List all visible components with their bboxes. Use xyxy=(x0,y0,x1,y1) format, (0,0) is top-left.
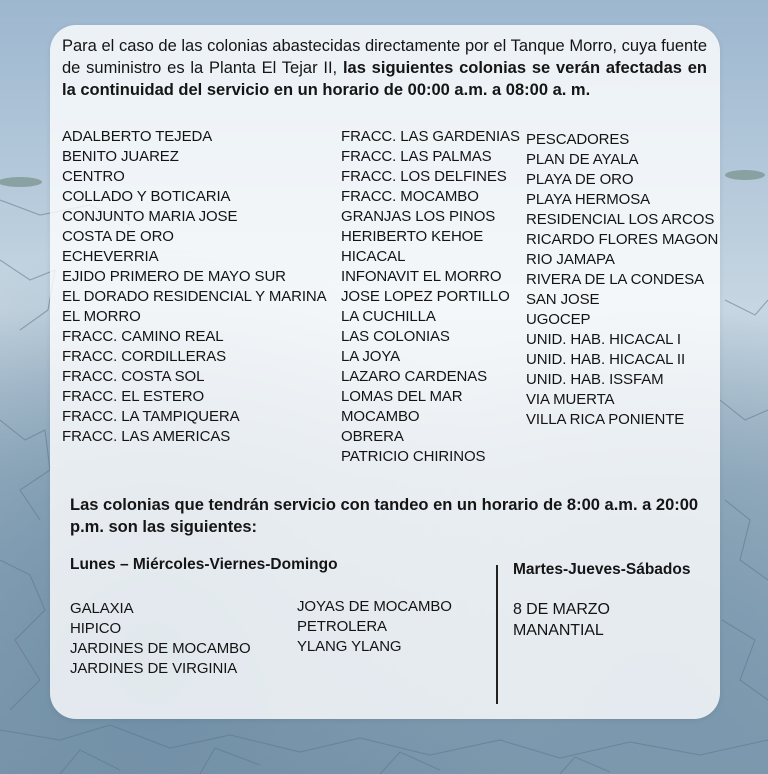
colony-item: ADALBERTO TEJEDA xyxy=(62,128,213,145)
colony-item: RICARDO FLORES MAGON xyxy=(526,231,719,248)
colony-item: RESIDENCIAL LOS ARCOS xyxy=(526,211,715,228)
affected-colonies-col3 xyxy=(526,130,718,430)
colony-item: FRACC. LAS GARDENIAS xyxy=(341,128,520,145)
colony-item: FRACC. LAS PALMAS xyxy=(341,148,492,165)
colony-item: CENTRO xyxy=(62,168,125,185)
colony-item: LA JOYA xyxy=(341,348,401,365)
colony-item: EJIDO PRIMERO DE MAYO SUR xyxy=(62,268,286,285)
group1-col1 xyxy=(70,599,251,679)
colony-item: EL MORRO xyxy=(62,308,141,325)
group2-col1 xyxy=(513,599,610,641)
colony-item: LOMAS DEL MAR xyxy=(341,388,463,405)
colony-item: COLLADO Y BOTICARIA xyxy=(62,188,231,205)
colony-item: LA CUCHILLA xyxy=(341,308,436,325)
intro-bold-text: las siguientes colonias se verán afectadas en la continuidad del servicio en un horario de 00:00 a.m. a 08:00 a. m. xyxy=(62,59,708,99)
colony-item: FRACC. LA TAMPIQUERA xyxy=(62,408,240,425)
colony-item: PATRICIO CHIRINOS xyxy=(341,448,486,465)
colony-item: VIA MUERTA xyxy=(526,391,615,408)
colony-item: JOSE LOPEZ PORTILLO xyxy=(341,288,510,305)
colony-item: HIPICO xyxy=(70,620,122,637)
colony-item: PESCADORES xyxy=(526,131,630,148)
colony-item: GRANJAS LOS PINOS xyxy=(341,208,496,225)
affected-colonies-col1 xyxy=(62,127,327,447)
colony-item: FRACC. MOCAMBO xyxy=(341,188,479,205)
group2-days-heading: Martes-Jueves-Sábados xyxy=(513,561,691,578)
colony-item: RIO JAMAPA xyxy=(526,251,615,268)
colony-item: OBRERA xyxy=(341,428,404,445)
colony-item: MOCAMBO xyxy=(341,408,420,425)
colony-item: PLAN DE AYALA xyxy=(526,151,639,168)
tandeo-heading: Las colonias que tendrán servicio con tandeo en un horario de 8:00 a.m. a 20:00 p.m. son las siguientes: xyxy=(70,496,699,536)
colony-item: HICACAL xyxy=(341,248,406,265)
colony-item: PETROLERA xyxy=(297,618,387,635)
colony-item: FRACC. CORDILLERAS xyxy=(62,348,227,365)
intro-paragraph xyxy=(62,35,707,101)
colony-item: UNID. HAB. HICACAL II xyxy=(526,351,686,368)
colony-item: PLAYA DE ORO xyxy=(526,171,634,188)
colony-item: FRACC. COSTA SOL xyxy=(62,368,205,385)
colony-item: EL DORADO RESIDENCIAL Y MARINA xyxy=(62,288,327,305)
colony-item: FRACC. EL ESTERO xyxy=(62,388,205,405)
colony-item: FRACC. LOS DELFINES xyxy=(341,168,507,185)
colony-item: 8 DE MARZO xyxy=(513,601,610,618)
group1-days-heading: Lunes – Miércoles-Viernes-Domingo xyxy=(70,556,338,573)
colony-item: HERIBERTO KEHOE xyxy=(341,228,484,245)
colony-item: YLANG YLANG xyxy=(297,638,402,655)
intro-text: Para el caso de las colonias abastecidas directamente por el Tanque Morro, cuya fuente de suministro es la Planta El Tejar II, xyxy=(62,37,707,77)
colony-item: ECHEVERRIA xyxy=(62,248,159,265)
group1-col2 xyxy=(297,597,452,657)
colony-item: UNID. HAB. ISSFAM xyxy=(526,371,664,388)
colony-item: JOYAS DE MOCAMBO xyxy=(297,598,452,615)
colony-item: FRACC. CAMINO REAL xyxy=(62,328,224,345)
colony-item: RIVERA DE LA CONDESA xyxy=(526,271,705,288)
colony-item: JARDINES DE VIRGINIA xyxy=(70,660,238,677)
affected-colonies-col2 xyxy=(341,127,520,467)
colony-item: COSTA DE ORO xyxy=(62,228,174,245)
colony-item: UNID. HAB. HICACAL I xyxy=(526,331,681,348)
colony-item: UGOCEP xyxy=(526,311,591,328)
colony-item: GALAXIA xyxy=(70,600,134,617)
colony-item: INFONAVIT EL MORRO xyxy=(341,268,502,285)
colony-item: LAS COLONIAS xyxy=(341,328,450,345)
colony-item: SAN JOSE xyxy=(526,291,600,308)
colony-item: MANANTIAL xyxy=(513,622,604,639)
colony-item: BENITO JUAREZ xyxy=(62,148,179,165)
colony-item: CONJUNTO MARIA JOSE xyxy=(62,208,238,225)
colony-item: FRACC. LAS AMERICAS xyxy=(62,428,231,445)
colony-item: PLAYA HERMOSA xyxy=(526,191,651,208)
vertical-divider xyxy=(496,565,498,704)
colony-item: VILLA RICA PONIENTE xyxy=(526,411,685,428)
colony-item: JARDINES DE MOCAMBO xyxy=(70,640,251,657)
colony-item: LAZARO CARDENAS xyxy=(341,368,488,385)
